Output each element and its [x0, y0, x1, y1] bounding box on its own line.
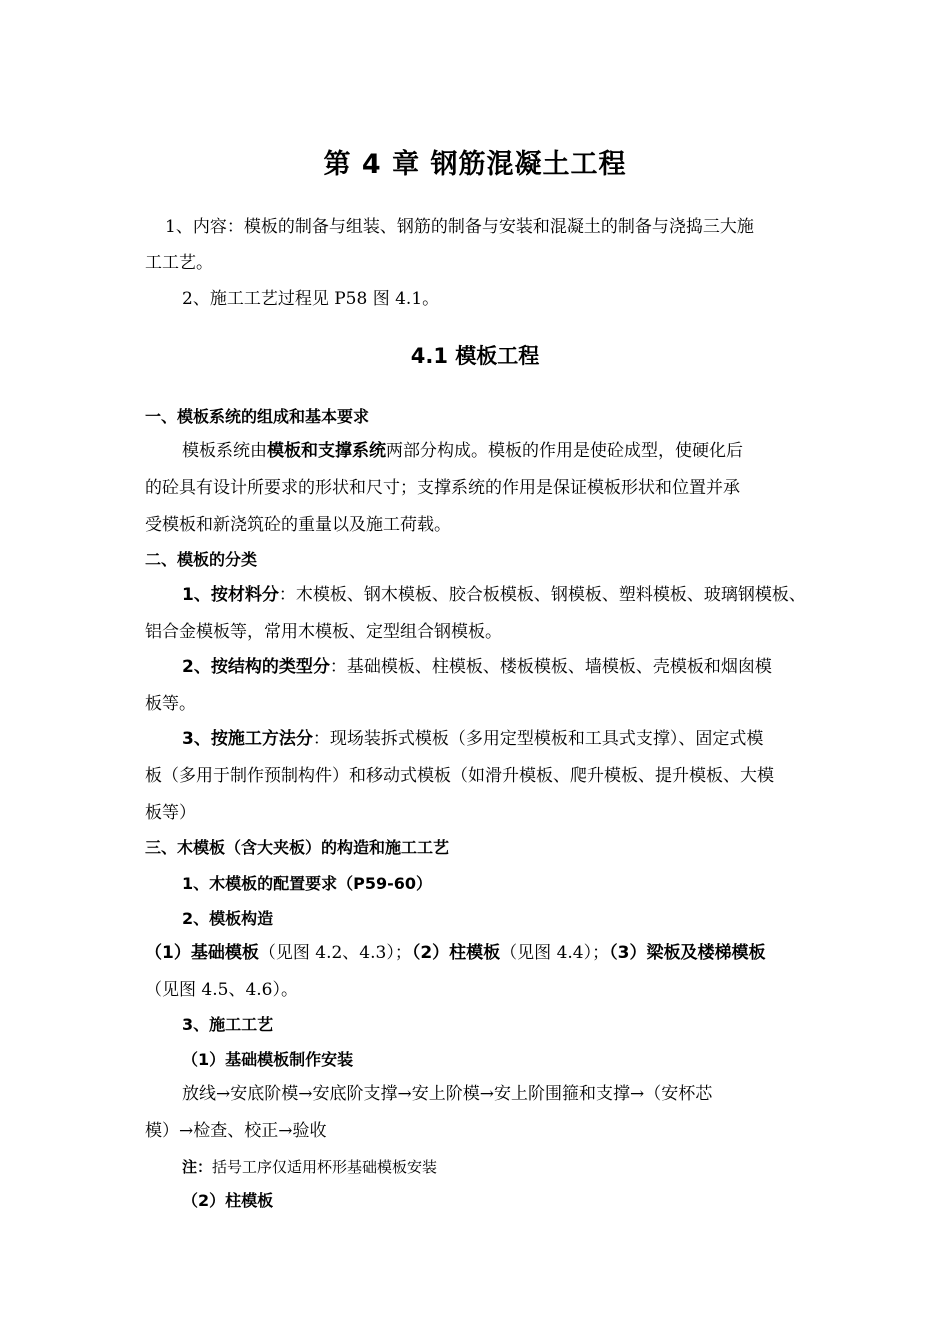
foundation-formwork-ref: （见图 4.2、4.3）； [258, 943, 412, 963]
note-text: 括号工序仅适用杯形基础模板安装 [212, 1158, 438, 1176]
section-title: 4.1 模板工程 [410, 344, 540, 368]
part3-heading: 三、木模板（含大夹板）的构造和施工工艺 [145, 838, 450, 857]
process-flow-line: 放线→安底阶模→安底阶支撑→安上阶模→安上阶围箍和支撑→（安杯芯 [182, 1084, 713, 1104]
formwork-structure-heading: 2、模板构造 [182, 909, 274, 928]
process-flow-line-2: 模）→检查、校正→验收 [145, 1121, 327, 1141]
part1-text-bold: 模板和支撑系统 [267, 441, 386, 461]
part1-paragraph-line [182, 434, 815, 468]
part1-text-post: 两部分构成。模板的作用是使砼成型，使硬化后 [386, 441, 743, 461]
structure-class-text: ：基础模板、柱模板、楼板模板、墙模板、壳模板和烟囱模 [329, 657, 772, 677]
column-formwork-label: （2）柱模板 [411, 943, 501, 963]
column-formwork-ref: （见图 4.4）； [500, 943, 610, 963]
method-class-line [182, 722, 815, 756]
intro-process-line: 2、施工工艺过程见 P58 图 4.1。 [182, 289, 440, 309]
formwork-types-line-2: （见图 4.5、4.6）。 [145, 980, 298, 1000]
part1-paragraph-line-3: 受模板和新浇筑砼的重量以及施工荷载。 [145, 515, 451, 535]
note-line [182, 1150, 815, 1184]
beam-stair-formwork-label: （3）梁板及楼梯模板 [609, 943, 766, 963]
structure-class-line-2: 板等。 [145, 694, 196, 714]
foundation-install-heading: （1）基础模板制作安装 [182, 1050, 354, 1069]
material-class-line-2: 铝合金模板等，常用木模板、定型组合钢模板。 [145, 622, 502, 642]
intro-content-line: 1、内容：模板的制备与组装、钢筋的制备与安装和混凝土的制备与浇捣三大施 [165, 217, 754, 237]
part2-heading: 二、模板的分类 [145, 550, 258, 569]
column-formwork-heading: （2）柱模板 [182, 1191, 274, 1210]
note-label: 注： [182, 1158, 213, 1176]
part1-text-pre: 模板系统由 [182, 441, 267, 461]
material-class-label: 1、按材料分 [182, 585, 279, 605]
material-class-line [182, 578, 815, 612]
construction-process-heading: 3、施工工艺 [182, 1015, 274, 1034]
intro-content-line-cont: 工工艺。 [145, 253, 213, 273]
method-class-line-3: 板等） [145, 803, 196, 823]
material-class-text: ：木模板、钢木模板、胶合板模板、钢模板、塑料模板、玻璃钢模板、 [278, 585, 806, 605]
method-class-line-2: 板（多用于制作预制构件）和移动式模板（如滑升模板、爬升模板、提升模板、大模 [145, 766, 774, 786]
formwork-types-line [145, 936, 815, 970]
part1-paragraph-line-2: 的砼具有设计所要求的形状和尺寸；支撑系统的作用是保证模板形状和位置并承 [145, 478, 740, 498]
chapter-title: 第 4 章 钢筋混凝土工程 [323, 149, 627, 180]
wood-formwork-requirements: 1、木模板的配置要求（P59-60） [182, 874, 433, 893]
method-class-text: ：现场装拆式模板（多用定型模板和工具式支撑）、固定式模 [312, 729, 764, 749]
part1-heading: 一、模板系统的组成和基本要求 [145, 407, 370, 426]
structure-class-label: 2、按结构的类型分 [182, 657, 330, 677]
structure-class-line [182, 650, 815, 684]
foundation-formwork-label: （1）基础模板 [145, 943, 259, 963]
method-class-label: 3、按施工方法分 [182, 729, 313, 749]
